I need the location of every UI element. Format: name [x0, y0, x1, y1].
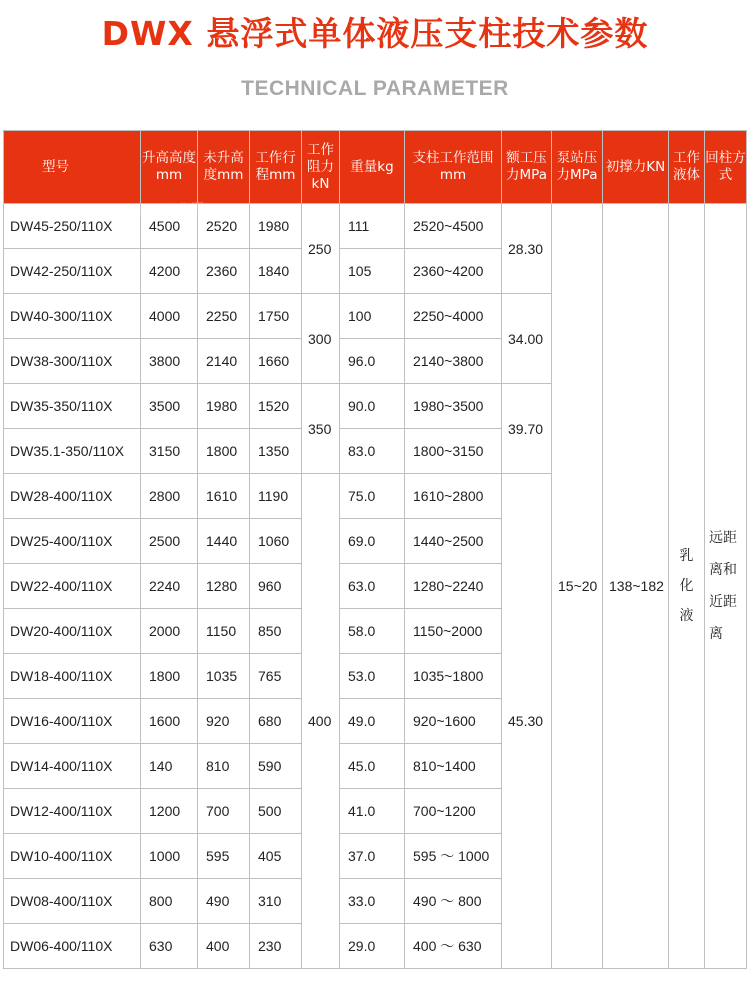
pump-pressure-cell: 15~20 [552, 204, 603, 969]
stroke-cell: 1520 [250, 384, 302, 429]
working-range-cell: 1610~2800 [405, 474, 502, 519]
page-title: DWX 悬浮式单体液压支柱技术参数 [101, 14, 649, 53]
stroke-cell: 765 [250, 654, 302, 699]
working-range-cell: 400 ～ 630 [405, 924, 502, 969]
max-height-cell: 1600 [141, 699, 198, 744]
max-height-cell: 3500 [141, 384, 198, 429]
working-range-cell: 1150~2000 [405, 609, 502, 654]
header-rated-pressure: 额工压力MPa [502, 131, 552, 204]
weight-cell: 53.0 [340, 654, 405, 699]
model-cell: DW28-400/110X [4, 474, 141, 519]
table-header-row [4, 131, 747, 204]
rated-pressure-cell: 34.00 [502, 294, 552, 384]
header-working-range: 支柱工作范围mm [405, 131, 502, 204]
weight-cell: 33.0 [340, 879, 405, 924]
stroke-cell: 1350 [250, 429, 302, 474]
min-height-cell: 1980 [198, 384, 250, 429]
working-resistance-cell: 350 [302, 384, 340, 474]
max-height-cell: 630 [141, 924, 198, 969]
stroke-cell: 1060 [250, 519, 302, 564]
min-height-cell: 1150 [198, 609, 250, 654]
model-cell: DW38-300/110X [4, 339, 141, 384]
header-model: 型号 [4, 131, 141, 204]
max-height-cell: 1800 [141, 654, 198, 699]
liquid-cell [669, 204, 705, 969]
weight-cell: 63.0 [340, 564, 405, 609]
rated-pressure-cell: 39.70 [502, 384, 552, 474]
max-height-cell: 1000 [141, 834, 198, 879]
working-range-cell: 920~1600 [405, 699, 502, 744]
max-height-cell: 3800 [141, 339, 198, 384]
min-height-cell: 2250 [198, 294, 250, 339]
working-range-cell: 1280~2240 [405, 564, 502, 609]
liquid-char: 液 [679, 608, 694, 624]
rated-pressure-cell: 45.30 [502, 474, 552, 969]
model-cell: DW35.1-350/110X [4, 429, 141, 474]
model-cell: DW20-400/110X [4, 609, 141, 654]
weight-cell: 49.0 [340, 699, 405, 744]
max-height-cell: 140 [141, 744, 198, 789]
model-cell: DW12-400/110X [4, 789, 141, 834]
working-range-cell: 1980~3500 [405, 384, 502, 429]
min-height-cell: 1440 [198, 519, 250, 564]
table-row [4, 204, 747, 249]
max-height-cell: 1200 [141, 789, 198, 834]
liquid-char: 化 [679, 578, 694, 594]
model-cell: DW45-250/110X [4, 204, 141, 249]
model-cell: DW16-400/110X [4, 699, 141, 744]
max-height-cell: 2800 [141, 474, 198, 519]
stroke-cell: 1750 [250, 294, 302, 339]
max-height-cell: 4000 [141, 294, 198, 339]
model-cell: DW14-400/110X [4, 744, 141, 789]
working-resistance-cell: 400 [302, 474, 340, 969]
page-subtitle: TECHNICAL PARAMETER [241, 77, 509, 100]
stroke-cell: 1190 [250, 474, 302, 519]
max-height-cell: 2240 [141, 564, 198, 609]
model-cell: DW40-300/110X [4, 294, 141, 339]
liquid-char: 乳 [679, 548, 694, 564]
model-cell: DW25-400/110X [4, 519, 141, 564]
initial-support-cell: 138~182 [603, 204, 669, 969]
working-range-cell: 2140~3800 [405, 339, 502, 384]
min-height-cell: 920 [198, 699, 250, 744]
watermark-text: 山煤工矿物资集团 [99, 201, 205, 222]
working-range-cell: 1800~3150 [405, 429, 502, 474]
min-height-cell: 700 [198, 789, 250, 834]
weight-cell: 37.0 [340, 834, 405, 879]
model-cell: DW10-400/110X [4, 834, 141, 879]
stroke-cell: 1660 [250, 339, 302, 384]
weight-cell: 41.0 [340, 789, 405, 834]
weight-cell: 105 [340, 249, 405, 294]
header-max-height: 升高高度mm [141, 131, 198, 204]
working-range-cell: 1440~2500 [405, 519, 502, 564]
min-height-cell: 2360 [198, 249, 250, 294]
header-stroke: 工作行程mm [250, 131, 302, 204]
max-height-cell: 4500 [141, 204, 198, 249]
header-weight: 重量kg [340, 131, 405, 204]
min-height-cell: 400 [198, 924, 250, 969]
max-height-cell: 800 [141, 879, 198, 924]
header-working-resistance: 工作阻力kN [302, 131, 340, 204]
max-height-cell: 4200 [141, 249, 198, 294]
weight-cell: 96.0 [340, 339, 405, 384]
max-height-cell: 3150 [141, 429, 198, 474]
min-height-cell: 2140 [198, 339, 250, 384]
stroke-cell: 1980 [250, 204, 302, 249]
weight-cell: 45.0 [340, 744, 405, 789]
stroke-cell: 405 [250, 834, 302, 879]
min-height-cell: 490 [198, 879, 250, 924]
model-cell: DW22-400/110X [4, 564, 141, 609]
model-cell: DW06-400/110X [4, 924, 141, 969]
weight-cell: 111 [340, 204, 405, 249]
working-range-cell: 700~1200 [405, 789, 502, 834]
stroke-cell: 230 [250, 924, 302, 969]
model-cell: DW35-350/110X [4, 384, 141, 429]
max-height-cell: 2000 [141, 609, 198, 654]
min-height-cell: 2520 [198, 204, 250, 249]
working-resistance-cell: 250 [302, 204, 340, 294]
header-return-method: 回柱方式 [705, 131, 747, 204]
working-range-cell: 2360~4200 [405, 249, 502, 294]
model-cell: DW18-400/110X [4, 654, 141, 699]
weight-cell: 100 [340, 294, 405, 339]
stroke-cell: 680 [250, 699, 302, 744]
stroke-cell: 310 [250, 879, 302, 924]
min-height-cell: 1800 [198, 429, 250, 474]
stroke-cell: 850 [250, 609, 302, 654]
header-initial-support: 初撑力KN [603, 131, 669, 204]
working-range-cell: 2250~4000 [405, 294, 502, 339]
working-range-cell: 810~1400 [405, 744, 502, 789]
weight-cell: 75.0 [340, 474, 405, 519]
min-height-cell: 1280 [198, 564, 250, 609]
return-method-cell: 远距离和近距离 [705, 204, 747, 969]
min-height-cell: 595 [198, 834, 250, 879]
max-height-cell: 2500 [141, 519, 198, 564]
model-cell: DW42-250/110X [4, 249, 141, 294]
technical-parameter-table [3, 130, 747, 969]
working-range-cell: 595 ～ 1000 [405, 834, 502, 879]
stroke-cell: 960 [250, 564, 302, 609]
weight-cell: 83.0 [340, 429, 405, 474]
weight-cell: 90.0 [340, 384, 405, 429]
stroke-cell: 500 [250, 789, 302, 834]
rated-pressure-cell: 28.30 [502, 204, 552, 294]
weight-cell: 69.0 [340, 519, 405, 564]
header-min-height: 未升高度mm [198, 131, 250, 204]
model-cell: DW08-400/110X [4, 879, 141, 924]
stroke-cell: 1840 [250, 249, 302, 294]
min-height-cell: 810 [198, 744, 250, 789]
weight-cell: 58.0 [340, 609, 405, 654]
working-range-cell: 2520~4500 [405, 204, 502, 249]
working-resistance-cell: 300 [302, 294, 340, 384]
header-pump-pressure: 泵站压力MPa [552, 131, 603, 204]
working-range-cell: 490 ～ 800 [405, 879, 502, 924]
stroke-cell: 590 [250, 744, 302, 789]
working-range-cell: 1035~1800 [405, 654, 502, 699]
header-liquid: 工作液体 [669, 131, 705, 204]
min-height-cell: 1610 [198, 474, 250, 519]
min-height-cell: 1035 [198, 654, 250, 699]
weight-cell: 29.0 [340, 924, 405, 969]
